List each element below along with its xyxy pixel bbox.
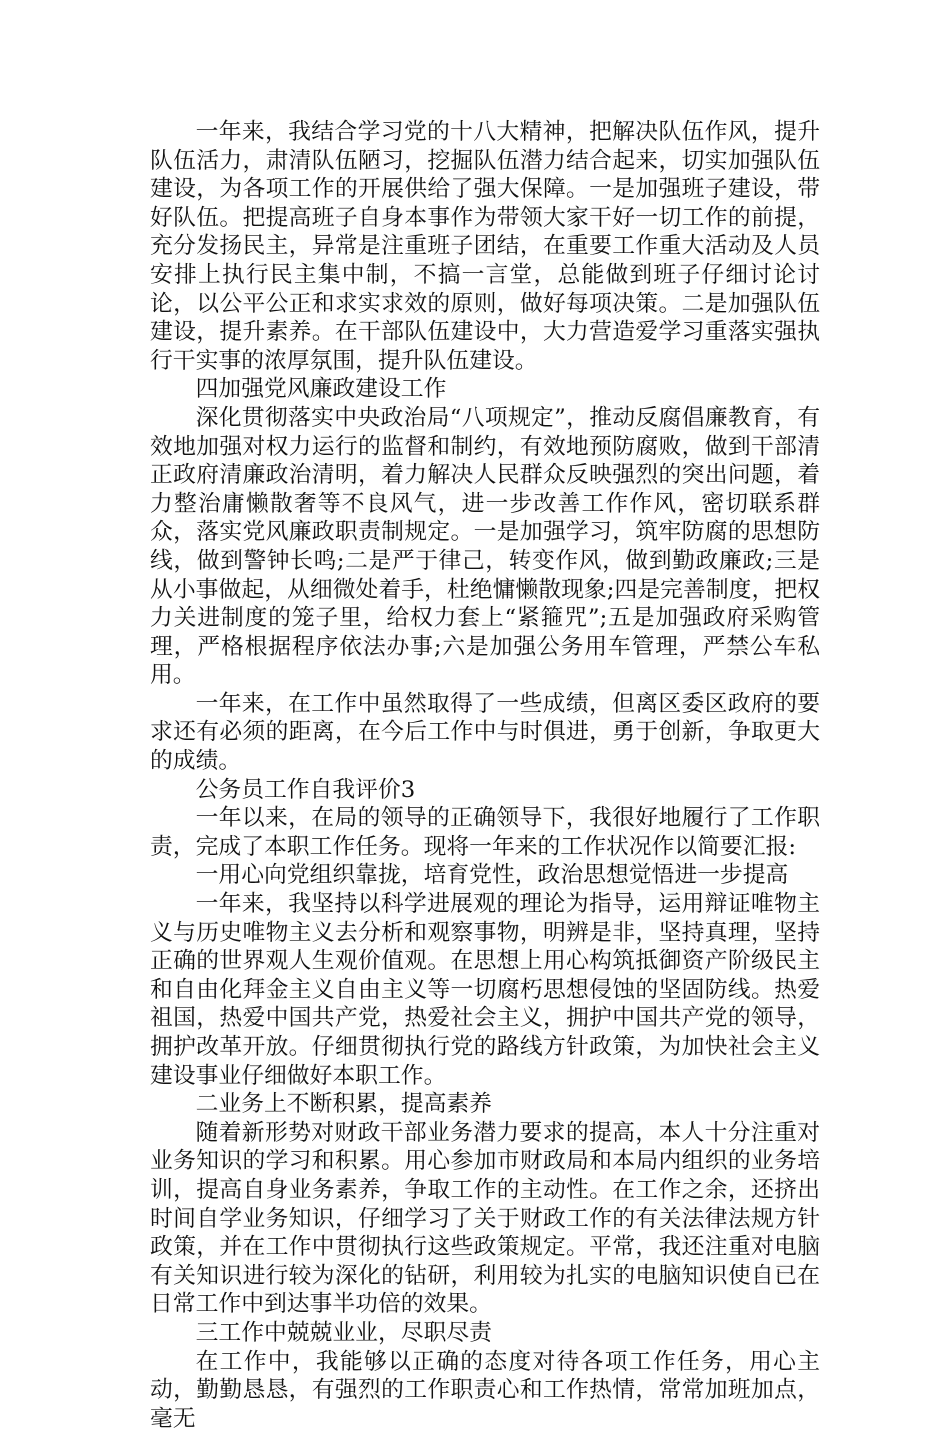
- paragraph-integrity-work: 深化贯彻落实中央政治局“八项规定”，推动反腐倡廉教育，有效地加强对权力运行的监督和制约，有效地预防腐败，做到干部清正政府清廉政治清明，着力解决人民群众反映强烈的突出问题，着力整治庸懒散奢等不良风气，进一步改善工作作风，密切联系群众，落实党风廉政职责制规定。一是加强学习，筑牢防腐的思想防线，做到警钟长鸣;二是严于律己，转变作风，做到勤政廉政;三是从小事做起，从细微处着手，杜绝慵懒散现象;四是完善制度，把权力关进制度的笼子里，给权力套上“紧箍咒”;五是加强政府采购管理，严格根据程序依法办事;六是加强公务用车管理，严禁公车私用。: [150, 404, 820, 689]
- paragraph-political-thought: 一年来，我坚持以科学进展观的理论为指导，运用辩证唯物主义与历史唯物主义去分析和观察事物，明辨是非，坚持真理，坚持正确的世界观人生观价值观。在思想上用心构筑抵御资产阶级民主和自由化拜金主义自由主义等一切腐朽思想侵蚀的坚固防线。热爱祖国，热爱中国共产党，热爱社会主义，拥护中国共产党的领导，拥护改革开放。仔细贯彻执行党的路线方针政策，为加快社会主义建设事业仔细做好本职工作。: [150, 891, 820, 1089]
- heading-section-4-integrity: 四加强党风廉政建设工作: [195, 376, 447, 403]
- heading-self-evaluation-3: 公务员工作自我评价3: [195, 776, 416, 803]
- document-body: [150, 118, 820, 1433]
- heading-section-3-diligence: 三工作中兢兢业业，尽职尽责: [195, 1319, 492, 1346]
- heading-section-2-business: 二业务上不断积累，提高素养: [195, 1091, 492, 1118]
- paragraph-team-building: 一年来，我结合学习党的十八大精神，把解决队伍作风，提升队伍活力，肃清队伍陋习，挖掘队伍潜力结合起来，切实加强队伍建设，为各项工作的开展供给了强大保障。一是加强班子建设，带好队伍。把提高班子自身本事作为带领大家干好一切工作的前提，充分发扬民主，异常是注重班子团结，在重要工作重大活动及人员安排上执行民主集中制，不搞一言堂，总能做到班子仔细讨论讨论，以公平公正和求实求效的原则，做好每项决策。二是加强队伍建设，提升素养。在干部队伍建设中，大力营造爱学习重落实强执行干实事的浓厚氛围，提升队伍建设。: [150, 119, 820, 374]
- paragraph-intro-report: 一年以来，在局的领导的正确领导下，我很好地履行了工作职责，完成了本职工作任务。现将一年来的工作状况作以简要汇报:: [150, 805, 820, 860]
- paragraph-year-summary: 一年来，在工作中虽然取得了一些成绩，但离区委区政府的要求还有必须的距离，在今后工作中与时俱进，勇于创新，争取更大的成绩。: [150, 690, 820, 775]
- paragraph-work-attitude: 在工作中，我能够以正确的态度对待各项工作任务，用心主动，勤勤恳恳，有强烈的工作职责心和工作热情，常常加班加点，毫无: [150, 1348, 820, 1432]
- paragraph-business-study: 随着新形势对财政干部业务潜力要求的提高，本人十分注重对业务知识的学习和积累。用心参加市财政局和本局内组织的业务培训，提高自身业务素养，争取工作的主动性。在工作之余，还挤出时间自学业务知识，仔细学习了关于财政工作的有关法律法规方针政策，并在工作中贯彻执行这些政策规定。平常，我还注重对电脑有关知识进行较为深化的钻研，利用较为扎实的电脑知识使自已在日常工作中到达事半功倍的效果。: [150, 1119, 820, 1318]
- heading-section-1-party: 一用心向党组织靠拢，培育党性，政治思想觉悟进一步提高: [195, 862, 789, 889]
